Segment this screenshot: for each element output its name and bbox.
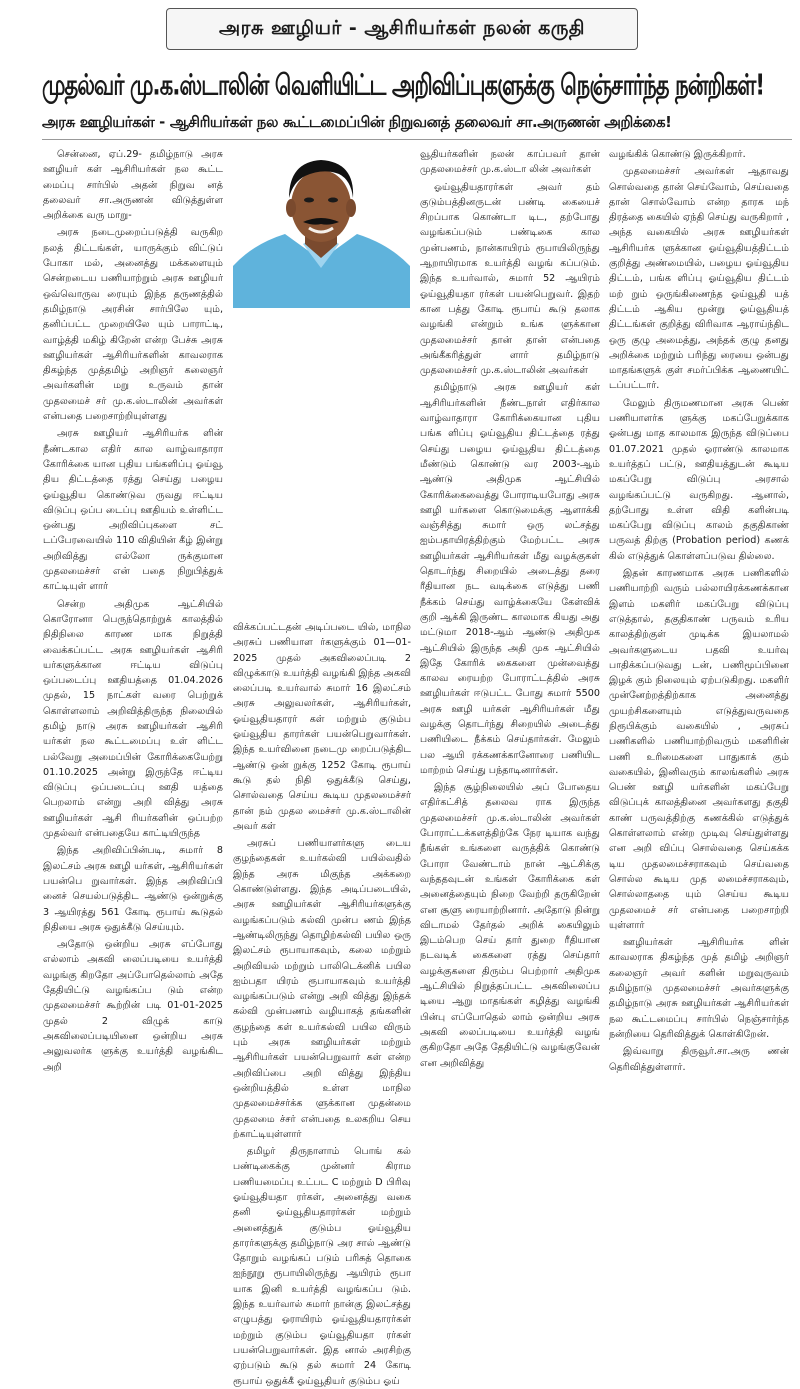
article-column-3 (420, 147, 600, 1322)
paragraph: இந்த சூழ்நிலையில் அப் போதைய எதிர்கட்சித் தலைவ ராக இருந்த முதலமைச்சர் மு.க.ஸ்டாலின் அவர்கள் போராட்டக்களத்திற்கே நேர டியாக வந்து நீங்கள் உங்களை வருத்திக் கொண்டு போரா வேண்டாம் நான் ஆட்சிக்கு வந்ததவுடன் உங்கள் கோரிக்கை கள் அனைத்தையும் நிறை வேற்றி தருகிறேன் என சூளு ரையாற்றினார். அதோடு நின்று விடாமல் தேர்தல் அறிக் கையிலும் இடம்பெற செய் தார் துறை ரீதியான நடவடிக் கைகளை ரத்து செய்தார் வழக்குகளை திரும்ப பெற்றார் அதிமுக ஆட்சியில் நிறுத்தப்பட்ட அகவிலைப்ப டியை ஆறு மாதங்கள் கழித்து வழங்கி பின்பு எப்போதெல் லாம் ஒன்றிய அரசு அகவி லைப்படியை உயர்த்தி வழங் குகிறதோ அதே தேதியிட்டு வழங்குவேன் என அறிவித்து (420, 782, 600, 1069)
paragraph: வூதியர்களின் நலன் காப்பவர் தான் முதலமைச்சர் மு.க.ஸ்டா லின் அவர்கள் (420, 149, 600, 176)
paragraph: இதன் காரணமாக அரசு பணிகளில் பணியாற்றி வரும் பல்லாயிரக்கணக்கான இளம் மகளிர் மகப்பேறு விடுப்பு எடுத்தால், தகுதிகாண் பருவம் உரிய காலத்திற்குள் முடிக்க இயலாமல் அவர்களுடைய பதவி உயர்வு பாதிக்கப்படுவது டன், பணிமூப்பினை இழக் கும் நிலையும் ஏற்படுகிறது. மகளிர் முன்னேற்றத்திற்காக அனைத்து முயற்சிகளையும் எடுத்துவருவதை நிரூபிக்கும் வகையில் , அரசுப் பணிகளில் பணியாற்றிவரும் மகளிரின் பணி உரிமைகளை பாதுகாக் கும் வகையில், இனிவரும் காலங்களில் அரசு பெண் ஊழி யர்களின் மகப்பேறு விடுப்புக் காலத்தினை அவர்களது தகுதி காண் பருவத்திற்கு கணக்கில் எடுத்துக் கொள்ளலாம் என்ற முடிவு செய்துள்ளது என அறி விப்பு சொல்வதை செய்கக்க டிய முதலமைச்சராகவும் செய்வதை சொல்ல கூடிய முத லமைச்சராகவும், சொல்லாததை யும் செய்ய கூடிய முதலமைச் சர் என்பதை பறைசாற்றி யுள்ளார் (609, 568, 789, 931)
paragraph: தமிழ்நாடு அரசு ஊழியர் கள் ஆசிரியர்களின் நீண்டநாள் எதிர்கால வாழ்வாதாரா கோரிக்கையான புதிய பங்க ளிப்பு ஓய்வூதிய திட்டத்தை ரத்து செய்து பழைய ஓய்வூதிய திட்டத்தை மீண்டும் கொண்டு வர 2003-ஆம் ஆண்டு அதிமுக ஆட்சியில் கோரிக்கைவைத்து போராடியபோது அரசு ஊழி யர்களை கொடுமைக்கு ஆளாக்கி வஞ்சித்து சுமார் ஒரு லட்சத்து ஐம்பதாயிரத்திற்கும் மேற்பட்ட அரசு ஊழியர்கள் ஆசிரியர்கள் மீது வழக்குகள் தொடர்ந்து சிறையில் அடைத்து தரை ரீதியான நட வடிக்கை எடுத்து பணி நீக்கம் செய்து வாழ்க்கையே கேள்விக் குறி ஆக்கி இருண்ட காலமாக கியது அது மட்டுமா 2018-ஆம் ஆண்டு அதிமுக ஆட்சியில் இருந்த அதி முக ஆட்சியில் இதே கோரிக் கைகளை முன்வைத்து காலவ ரையற்ற போராட்டத்தில் அரசு ஊழியர்கள் ஈடுபட்ட போது சுமார் 5500 அரசு ஊழி யர்கள் ஆசிரியர்கள் மீது வழக்கு தொடர்ந்து சிறையில் அடைத்து பணியிடை நீக்கம் செய்தார்கள். மேலும் பல ஆயி ரக்கணக்கானோரை பணியிட மாற்றம் செய்து பந்தாடினார்கள். (420, 382, 600, 776)
paragraph: முதலமைச்சர் அவர்கள் ஆதாவது சொல்வதை தான் செய்வோம், செய்வதை தான் சொல்வோம் என்ற தாரக மந் திரத்தை கையில் ஏந்தி செய்து வருகிறார் , அந்த வகையில் அரசு ஊழியர்கள் ஆசிரியர்க ளுக்கான ஓய்வூதியத்திட்டம் குறித்து அண்மையில், பழைய ஓய்வூதிய திட்டம், பங்க ளிப்பு ஓய்வூதிய திட்டம் மற் றும் ஒருங்கிணைந்த ஓய்வூதி யத் திட்டம் ஆகிய மூன்று ஓய்வூதியத் திட்டங்கள் குறித்து விரிவாக ஆராய்ந்திட ஒரு குழு அமைத்து, அந்தக் குழு தனது அறிக்கை மற்றும் பரிந்து ரையை ஒன்பது மாதங்களுக் குள் சமர்ப்பிக்க ஆணையிட் டப்பட்டார். (609, 166, 789, 392)
section-kicker: அரசு ஊழியர் - ஆசிரியர்கள் நலன் கருதி (166, 8, 638, 50)
paragraph: அரசு ஊழியர் ஆசிரியர்க ளின் நீண்டகால எதிர் கால வாழ்வாதாரா கோரிக்கை யான புதிய பங்களிப்பு ஓய்வூ திய திட்டத்தை ரத்து செய்து பழைய ஓய்வூதிய கொண்டுவ ருவது ஈட்டிய விடுப்பு ஒப்ப டைப்பு ஊதியம் உள்ளிட்ட ஒன்பது அறிவிப்புகளை சட் டப்பேரவையில் 110 விதியின் கீழ் இன்று அறிவித்து எல்லோ ருக்குமான முதலமைச்சர் என் பதை நிறுபித்துக் காட்டியுள் ளார் (43, 428, 223, 593)
headline: முதல்வர் மு.க.ஸ்டாலின் வெளியிட்ட அறிவிப்புகளுக்கு நெஞ்சார்ந்த நன்றிகள்! (42, 68, 765, 102)
paragraph: சென்ற அதிமுக ஆட்சியில் கொரோனா பெருந்தொற்றுக் காலத்தில் நிதிநிலை காரண மாக நிறுத்தி வைக்கப்பட்ட அரசு ஊழியர்கள் ஆசிரி யர்களுக்கான ஈட்டிய விடுப்பு ஒப்படைப்பு ஊதியத்தை 01.04.2026 முதல், 15 நாட்கள் வரை பெற்றுக் கொள்ளலாம் அறிவித்திருந்த நிலையில் தமிழ் நாடு அரசு ஊழியர்கள் ஆசிரி யர்கள் நல கூட்டமைப்பு உள் ளிட்ட பல்வேறு அமைப்பின் கோரிக்கையேற்று 01.10.2025 அன்று இருந்தே ஈட்டிய விடுப்பு ஒப்படைப்பு ஊதி யத்தை பெறலாம் என்று அறி வித்து அரசு ஊழியர்கள் ஆசி ரியர்களின் ஒப்பற்ற முதல்வர் என்பதையே காட்டியிருந்த (43, 598, 223, 840)
paragraph: விக்கப்பட்டதன் அடிப்படை யில், மாநில அரசுப் பணியாள ர்களுக்கும் 01—01-2025 முதல் அகவிலைப்படி 2 விழுக்காடு உயர்த்தி வழங்கி இந்த அகவி லைப்படி உயர்வால் சுமார் 16 இலட்சம் அரசு அலுவலர்கள், ஆசிரியர்கள், ஓய்வூதியதாரர் கள் மற்றும் குடும்ப ஓய்வூதிய தாரர்கள் பயன்பெறுவார்கள். இந்த உயர்வினை நடைமு றைப்படுத்திட ஆண்டு ஒன் றுக்கு 1252 கோடி ரூபாய் கூடு தல் நிதி ஒதுக்கீடு செய்து, சொல்வதை செய்ய கூடிய முதலமைச்சர் தான் நம் முதல மைச்சர் மு.க.ஸ்டாலின் அவர் கள் (233, 622, 411, 832)
paragraph: தமிழர் திருநாளாம் பொங் கல் பண்டிகைக்கு முன்னர் கிராம பணியமைப்பு உட்பட C மற்றும் D பிரிவு ஓய்வூதியதா ரர்கள், அனைத்து வகை தனி ஓய்வூதியதாரர்கள் மற்றும் அனைத்துக் குடும்ப ஓய்வூதிய தாரர்களுக்கு தமிழ்நாடு அர சால் ஆண்டு தோறும் வழங்கப் படும் பரிசுத் தொகை ஐந்நூறு ரூபாயிலிருந்து ஆயிரம் ரூபா யாக இனி உயர்த்தி வழங்கப்ப டும். இந்த உயர்வால் சுமார் நான்கு இலட்சத்து எழுபத்து ஓராயிரம் ஓய்வூதியதாரர்கள் மற்றும் குடும்ப ஓய்வூதியதா ரர்கள் பயன்பெறுவார்கள். இத னால் அரசிற்கு ஏற்படும் கூடு தல் சுமார் 24 கோடி ரூபாய் ஒதுக்கீ ஓய்வூதியர் குடும்ப ஓய் (233, 1146, 411, 1387)
paragraph: இவ்வாறு திருவூர்.சா.அரு ணன் தெரிவித்துள்ளார். (609, 1046, 789, 1073)
paragraph: வழங்கிக் கொண்டு இருக்கிறார். (609, 149, 746, 160)
paragraph: ஊழியர்கள் ஆசிரியர்க ளின் காவலராக திகழ்ந்த முத் தமிழ் அறிஞர் கலைஞர் அவர் களின் மறுவுருவம் தமிழ்நாடு முதலமைச்சர் அவர்களுக்கு தமிழ்நாடு அரசு ஊழியர்கள் ஆசிரியர்கள் நல கூட்டமைப்பு சார்பில் நெஞ்சார்ந்த நன்றியை தெரிவித்துக் கொள்கிறேன். (609, 937, 789, 1040)
paragraph: இந்த அறிவிப்பின்படி, சுமார் 8 இலட்சம் அரசு ஊழி யர்கள், ஆசிரியர்கள் பயன்பெ றுவார்கள். இந்த அறிவிப்பி னைச் செயல்படுத்திட ஆண்டு ஒன்றுக்கு 3 ஆயிரத்து 561 கோடி ரூபாய் கூடுதல் நிதியை அரசு ஒதுக்கீடு செய்யும். (43, 845, 223, 933)
paragraph: அரசு நடைமுறைப்படுத்தி வருகிற நலத் திட்டங்கள், யாருக்கும் விட்டுப் போகா மல், அனைத்து மக்களையும் சென்றடைய பணியாற்றும் அரசு ஊழியர் ஒவ்வொருவ ரையும் இந்த தருணத்தில் தமிழ்நாடு அரசின் சார்பிலே யும், தனிப்பட்ட முறையிலே யும் பாராட்டி, வாழ்த்தி மகிழ் கிறேன் என்ற பேச்சு அரசு ஊழியர்கள் ஆசிரியர்களின் காவலராக திகழ்ந்த முத்தமிழ் அறிஞர் கலைஞர் அவர்களின் மறு உருவம் தான் முதலமைச் சர் மு.க.ஸ்டாலின் அவர்கள் என்பதை பறைசாற்றியுள்ளது (43, 227, 223, 423)
paragraph: சென்னை, ஏப்.29- தமிழ்நாடு அரசு ஊழியர் கள் ஆசிரியர்கள் நல கூட்ட மைப்பு சார்பில் அதன் நிறுவ னத் தலைவர் சா.அருணன் விடுத்துள்ள அறிக்கை வரு மாறு- (43, 149, 223, 222)
paragraph: மேலும் திருமணமான அரசு பெண் பணியாளர்க ளுக்கு மகப்பேறுக்காக ஓன்பது மாத காலமாக இருந்த விடுப்பை 01.07.2021 முதல் ஓராண்டு காலமாக உயர்த்தப் பட்டு, ஊதியத்துடன் கூடிய மகப்பேறு விடுப்பு அரசால் வழங்கப்பட்டு வருகிறது. ஆனால், தற்போது உள்ள விதி களின்படி மகப்பேறு விடுப்பு காலம் தகுதிகாண் பருவத் திற்கு (Probation period) கணக் கில் எடுத்துக் கொள்ளப்படுவ தில்லை. (609, 397, 789, 562)
portrait-image (233, 148, 410, 613)
paragraph: அரசுப் பணியாளர்களு டைய குழந்தைகள் உயர்கல்வி பயில்வதில் இந்த அரசு மிகுந்த அக்கறை கொண்டுள்ளது. இந்த அடிப்படையில், அரசு ஊழியர்கள் ஆசிரியர்களுக்கு வழங்கப்படும் கல்வி முன்ப ணம் இந்த ஆண்டிலிருந்து தொழிற்கல்வி பயில ஒரு இலட்சம் ரூபாயாகவும், கலை மற்றும் அறிவியல் மற்றும் பாலிடெக்னிக் பயில ஐம்பதா யிரம் ரூபாயாகவும் உயர்த்தி வழங்கப்படும் என்று அறி வித்து இந்தக் கல்வி முன்பணம் வழியாகத் தங்களின் குழந்தை கள் உயர்கல்வி பயில விரும் பும் அரசு ஊழியர்கள் மற்றும் ஆசிரியர்கள் பயன்பெறுவார் கள் என்ற அறிவிப்பை அறி வித்து இந்திய ஒன்றியத்தில் உள்ள மாநில முதலமைச்சர்க்க ளுக்கான முதன்மை முதலமை ச்சர் என்பதை உலகறிய செய ற்காட்டியுள்ளார் (233, 838, 411, 1140)
article-column-1 (43, 147, 223, 1322)
portrait-photo (233, 148, 410, 613)
paragraph: அதோடு ஒன்றிய அரசு எப்போது எல்லாம் அகவி லைப்படியை உயர்த்தி வழங்கு கிறதோ அப்போதெல்லாம் அதே தேதியிட்டு வழங்கப்ப டும் என்ற முதலமைச்சர் கூற்றின் படி 01-01-2025 முதல் 2 விழுக் காடு அகவிலைப்படியினை ஒன்றிய அரசு அலுவலர்க ளுக்கு உயர்த்தி வழங்கிட அறி (43, 939, 223, 1073)
subheadline: அரசு ஊழியர்கள் - ஆசிரியர்கள் நல கூட்டமைப்பின் நிறுவனத் தலைவர் சா.அருணன் அறிக்கை! (42, 114, 792, 140)
article-column-2 (233, 620, 411, 1387)
article-column-4 (609, 147, 789, 1322)
paragraph: ஓய்வூதியதாரர்கள் அவர் தம் குடும்பத்தினருடன் பண்டி கையைச் சிறப்பாக கொண்டா டிட, தற்போது வழங்கப்படும் பண்டிகை கால முன்பணம், நான்காயிரம் ரூபாயிலிருந்து ஆறாயிரமாக உயர்த்தி வழங் கப்படும். இந்த உயர்வால், சுமார் 52 ஆயிரம் ஓய்வூதியதா ரர்கள் பயன்பெறுவர். இதற் கான பத்து கோடி ரூபாய் கூடு தலாக வழங்கி என்றும் உங்க ளுக்கான முதலமைச்சர் தான் தான் என்பதை அங்கீகரித்துள் ளார் தமிழ்நாடு முதலமைச்சர் மு.க.ஸ்டாலின் அவர்கள் (420, 181, 600, 377)
